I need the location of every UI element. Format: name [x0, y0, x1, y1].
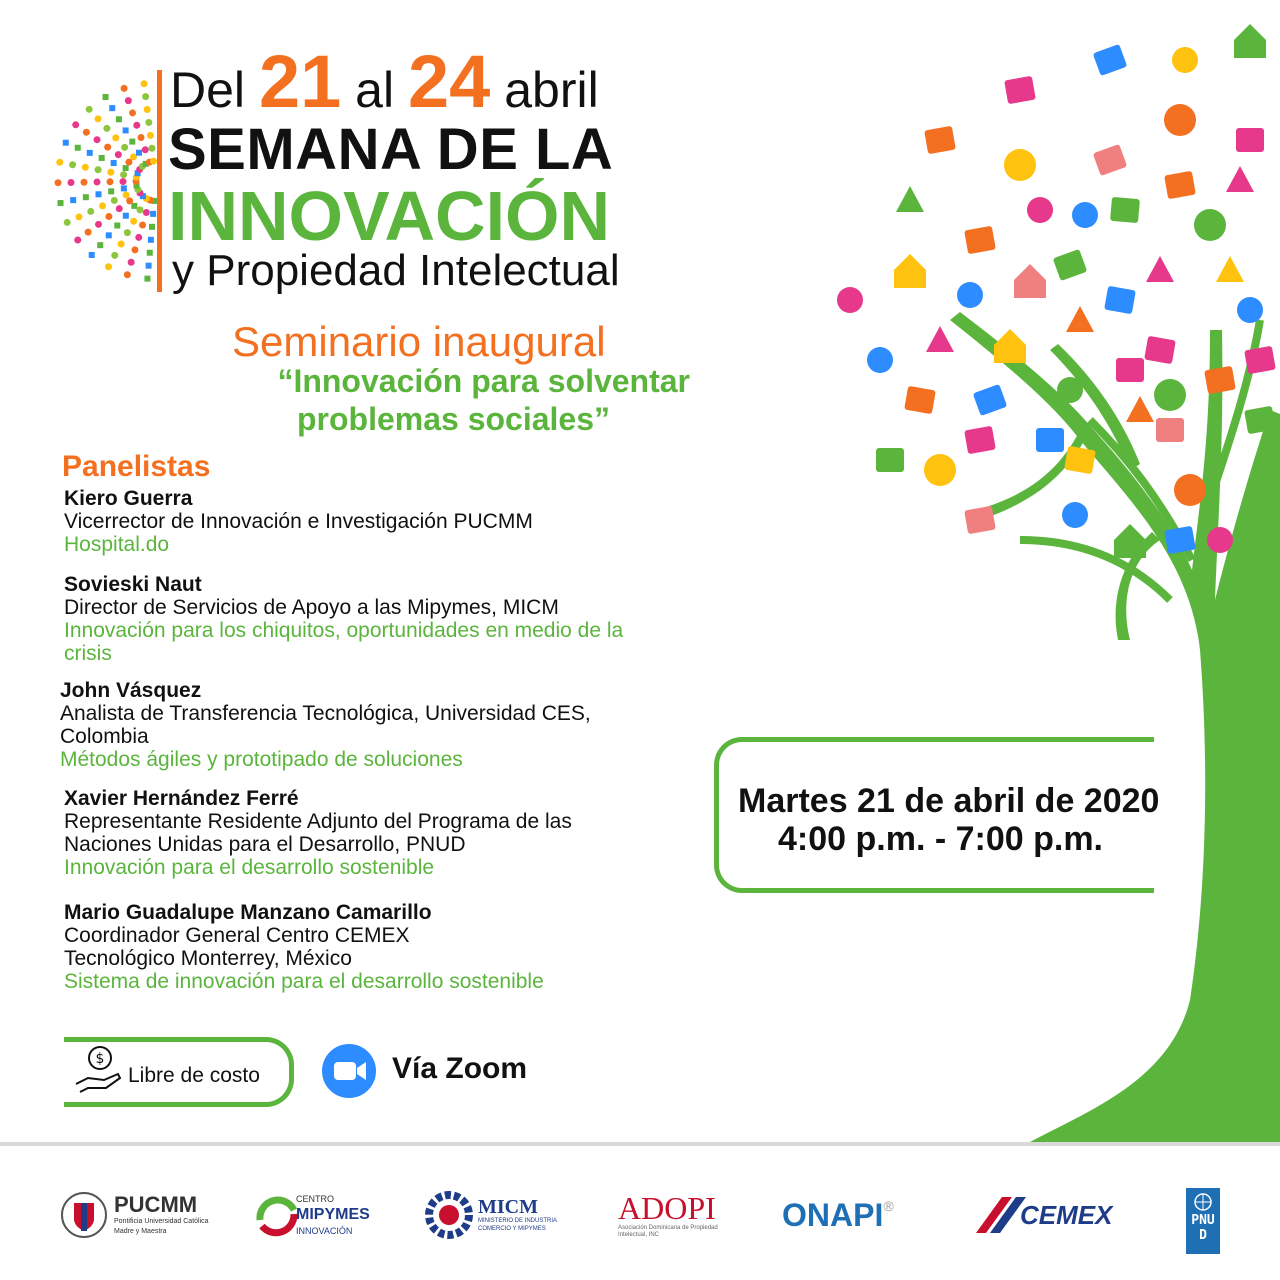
burst-dot — [82, 164, 89, 171]
panelist-name: Kiero Guerra — [64, 487, 193, 510]
burst-dot — [121, 144, 128, 151]
end-day: 24 — [407, 40, 491, 123]
free-label: Libre de costo — [128, 1064, 260, 1087]
panelist-item — [64, 487, 684, 556]
pucmm-name: PUCMM — [114, 1192, 198, 1217]
tree-icon — [1244, 406, 1276, 434]
burst-dot — [115, 151, 122, 158]
burst-dot — [121, 85, 128, 92]
burst-dot — [86, 106, 93, 113]
panelist-item — [64, 901, 544, 993]
burst-dot — [95, 115, 102, 122]
innovation-burst-graphic — [38, 66, 158, 296]
burst-dot — [123, 191, 130, 198]
panelists-heading: Panelistas — [62, 450, 211, 483]
tree-icon — [1062, 502, 1088, 528]
tree-icon — [1216, 256, 1244, 282]
burst-dot — [75, 145, 81, 151]
burst-dot — [72, 121, 79, 128]
tree-icon — [957, 282, 983, 308]
burst-dot — [133, 122, 140, 129]
tree-icon — [896, 186, 924, 212]
burst-dot — [108, 188, 114, 194]
svg-text:$: $ — [95, 1051, 105, 1067]
tree-icon — [1237, 297, 1263, 323]
burst-dot — [116, 116, 122, 122]
burst-dot — [114, 223, 120, 229]
burst-dot — [107, 178, 114, 185]
innovation-tree-graphic — [830, 0, 1280, 1142]
tree-icon — [1014, 264, 1046, 298]
burst-dot — [74, 236, 81, 243]
burst-dot — [131, 203, 137, 209]
burst-dot — [128, 259, 135, 266]
micm-sub-1: MINISTERIO DE INDUSTRIA — [478, 1218, 558, 1224]
tree-icon — [1244, 346, 1276, 374]
pucmm-seal-icon — [60, 1191, 108, 1239]
burst-dot — [105, 213, 112, 220]
burst-dot — [107, 169, 114, 176]
burst-dot — [144, 106, 151, 113]
panelist-topic: Hospital.do — [64, 533, 170, 556]
onapi-logo — [782, 1180, 894, 1250]
tree-icon — [1116, 358, 1144, 382]
zoom-label: Vía Zoom — [392, 1052, 528, 1085]
panelist-item — [64, 787, 609, 879]
title-line-2: SEMANA DE LA — [168, 117, 614, 182]
adopi-sub: Asociación Dominicana de Propiedad Intelectual, INC — [618, 1225, 718, 1238]
burst-dot — [124, 271, 131, 278]
micm-name: MICM — [478, 1196, 538, 1218]
tree-icon — [894, 254, 926, 288]
burst-dot — [89, 252, 95, 258]
burst-dot — [94, 179, 101, 186]
burst-dot — [124, 229, 131, 236]
cemex-stripes-icon — [972, 1195, 1026, 1235]
burst-dot — [116, 205, 123, 212]
burst-dot — [97, 242, 103, 248]
pucmm-logo — [60, 1180, 209, 1250]
burst-dot — [111, 197, 118, 204]
tree-icon — [1164, 171, 1196, 199]
panelist-role: Analista de Transferencia Tecnológica, Universidad CES, Colombia — [60, 702, 591, 748]
money-hand-icon — [74, 1044, 122, 1094]
burst-dot — [103, 125, 110, 132]
burst-dot — [123, 127, 129, 133]
panelist-role: Coordinador General Centro CEMEX Tecnológico Monterrey, México — [64, 924, 410, 970]
del-text: Del — [170, 62, 246, 118]
tree-icon — [1234, 24, 1266, 58]
burst-dot — [55, 179, 62, 186]
title-line-3: INNOVACIÓN — [168, 177, 611, 255]
tree-icon — [1154, 379, 1186, 411]
burst-dot — [138, 134, 145, 141]
burst-dot — [111, 160, 117, 166]
panelist-role: Vicerrector de Innovación e Investigación PUCMM — [64, 510, 533, 533]
burst-dot — [129, 139, 135, 145]
event-date: Martes 21 de abril de 2020 — [738, 782, 1160, 820]
registered-icon: ® — [883, 1198, 894, 1214]
tree-icon — [1064, 446, 1096, 474]
seminar-title-line-1: “Innovación para solventar — [277, 363, 690, 399]
tree-icon — [1004, 149, 1036, 181]
adopi-name: ADOPI — [618, 1190, 716, 1226]
tree-icon — [1226, 166, 1254, 192]
event-time: 4:00 p.m. - 7:00 p.m. — [778, 820, 1103, 858]
title-line-4: y Propiedad Intelectual — [172, 246, 620, 295]
micm-sub-2: COMERCIO Y MIPYMES — [478, 1226, 546, 1232]
tree-icon — [1027, 197, 1053, 223]
burst-dot — [136, 150, 142, 156]
footer-divider — [0, 1142, 1280, 1146]
tree-icon — [1126, 396, 1154, 422]
tree-icon — [1144, 336, 1176, 364]
panelist-name: John Vásquez — [60, 679, 202, 702]
tree-icon — [1146, 256, 1174, 282]
burst-dot — [123, 165, 129, 171]
tree-icon — [1104, 286, 1136, 314]
cemex-name: CEMEX — [1020, 1199, 1113, 1230]
burst-dot — [64, 219, 71, 226]
mipymes-top: CENTRO — [296, 1194, 334, 1204]
burst-dot — [87, 208, 94, 215]
burst-dot — [130, 218, 137, 225]
panelist-item — [64, 573, 624, 665]
burst-dot — [96, 191, 102, 197]
tree-icon — [1164, 526, 1196, 554]
burst-dot — [142, 146, 149, 153]
burst-dot — [106, 232, 112, 238]
burst-dot — [135, 234, 142, 241]
panelist-topic: Métodos ágiles y prototipado de soluciones — [60, 748, 463, 771]
burst-dot — [94, 136, 101, 143]
header-divider — [157, 70, 162, 292]
burst-dot — [111, 252, 118, 259]
pucmm-sub-2: Madre y Maestra — [114, 1228, 167, 1235]
burst-dot — [146, 263, 152, 269]
burst-dot — [150, 211, 156, 217]
burst-dot — [120, 171, 127, 178]
tree-icon — [1066, 306, 1094, 332]
burst-dot — [145, 119, 152, 126]
burst-dot — [131, 246, 138, 253]
burst-dot — [83, 194, 89, 200]
burst-dot — [121, 185, 127, 191]
tree-icon — [926, 326, 954, 352]
tree-icon — [876, 448, 904, 472]
tree-icon — [924, 126, 956, 154]
panelist-item — [60, 679, 620, 771]
micm-logo — [424, 1180, 557, 1250]
burst-dot — [87, 150, 93, 156]
burst-dot — [63, 140, 69, 146]
al-text: al — [355, 62, 395, 118]
start-day: 21 — [258, 40, 342, 123]
burst-dot — [103, 94, 109, 100]
tree-icon — [1194, 209, 1226, 241]
panelist-name: Xavier Hernández Ferré — [64, 787, 299, 810]
burst-dot — [125, 97, 132, 104]
burst-dot — [81, 179, 88, 186]
tree-icon — [1053, 249, 1088, 281]
seminar-label: Seminario inaugural — [232, 318, 606, 365]
tree-icon — [1174, 474, 1206, 506]
panelist-name: Mario Guadalupe Manzano Camarillo — [64, 901, 432, 924]
tree-icon — [1207, 527, 1233, 553]
pucmm-sub-1: Pontificia Universidad Católica — [114, 1218, 209, 1225]
tree-icon — [994, 329, 1026, 363]
month-text: abril — [504, 62, 599, 118]
tree-icon — [1114, 524, 1146, 558]
mipymes-main: MIPYMES — [296, 1206, 370, 1223]
burst-dot — [120, 178, 127, 185]
burst-dot — [85, 229, 92, 236]
tree-icon — [964, 506, 996, 534]
tree-icon — [964, 226, 996, 254]
burst-dot — [112, 134, 119, 141]
tree-icon — [1156, 418, 1184, 442]
burst-dot — [147, 132, 154, 139]
tree-icon — [1004, 76, 1036, 104]
burst-dot — [126, 197, 133, 204]
panelist-topic: Sistema de innovación para el desarrollo sostenible — [64, 970, 544, 993]
burst-dot — [144, 276, 150, 282]
tree-icon — [1057, 377, 1083, 403]
tree-icon — [1036, 428, 1064, 452]
burst-dot — [95, 221, 102, 228]
tree-icon — [964, 426, 996, 454]
panelist-role: Representante Residente Adjunto del Programa de las Naciones Unidas para el Desarrollo, PNUD — [64, 810, 572, 856]
burst-dot — [105, 263, 112, 270]
burst-dot — [70, 197, 76, 203]
zoom-icon — [322, 1044, 376, 1098]
burst-dot — [149, 224, 155, 230]
panelist-role: Director de Servicios de Apoyo a las Mipymes, MICM — [64, 596, 559, 619]
burst-dot — [56, 159, 63, 166]
burst-dot — [118, 240, 125, 247]
tree-icon — [837, 287, 863, 313]
tree-icon — [1093, 144, 1128, 176]
burst-dot — [141, 80, 148, 87]
burst-dot — [137, 206, 144, 213]
burst-dot — [130, 153, 137, 160]
cemex-logo — [972, 1180, 1112, 1250]
tree-icon — [1204, 366, 1236, 394]
burst-dot — [143, 209, 150, 216]
burst-dot — [109, 105, 115, 111]
tree-icon — [1172, 47, 1198, 73]
micm-gear-icon — [424, 1190, 474, 1240]
burst-dot — [139, 221, 146, 228]
tree-icon — [1164, 104, 1196, 136]
tree-icon — [867, 347, 893, 373]
seminar-title-line-2: problemas sociales” — [296, 401, 610, 437]
burst-dot — [150, 158, 157, 165]
panelist-topic: Innovación para los chiquitos, oportunidades en medio de la crisis — [64, 619, 624, 665]
burst-dot — [75, 213, 82, 220]
burst-dot — [148, 145, 155, 152]
mipymes-sub: INNOVACIÓN — [296, 1226, 353, 1236]
un-emblem-icon — [1190, 1191, 1216, 1213]
burst-dot — [99, 155, 105, 161]
burst-dot — [123, 213, 129, 219]
tree-icon — [904, 386, 936, 414]
mipymes-swirl-icon — [254, 1192, 300, 1238]
burst-dot — [129, 109, 136, 116]
burst-dot — [147, 250, 153, 256]
tree-icon — [1093, 44, 1128, 76]
onapi-name: ONAPI — [782, 1196, 884, 1233]
burst-dot — [148, 237, 154, 243]
burst-dot — [95, 166, 102, 173]
burst-dot — [58, 200, 64, 206]
seminar-title — [190, 362, 690, 438]
tree-icon — [1236, 128, 1264, 152]
adopi-logo — [618, 1180, 738, 1250]
burst-dot — [142, 93, 149, 100]
centro-mipymes-logo — [254, 1180, 370, 1250]
tree-icon — [924, 454, 956, 486]
tree-icon — [973, 384, 1008, 416]
panelist-topic: Innovación para el desarrollo sostenible — [64, 856, 435, 879]
burst-dot — [99, 202, 106, 209]
pnud-logo — [1186, 1188, 1220, 1254]
panelist-name: Sovieski Naut — [64, 573, 202, 596]
burst-dot — [83, 129, 90, 136]
burst-dot — [104, 144, 111, 151]
burst-dot — [69, 161, 76, 168]
burst-dot — [68, 179, 75, 186]
tree-icon — [1072, 202, 1098, 228]
tree-icon — [1110, 197, 1140, 223]
pnud-name: PNUD — [1191, 1213, 1215, 1243]
